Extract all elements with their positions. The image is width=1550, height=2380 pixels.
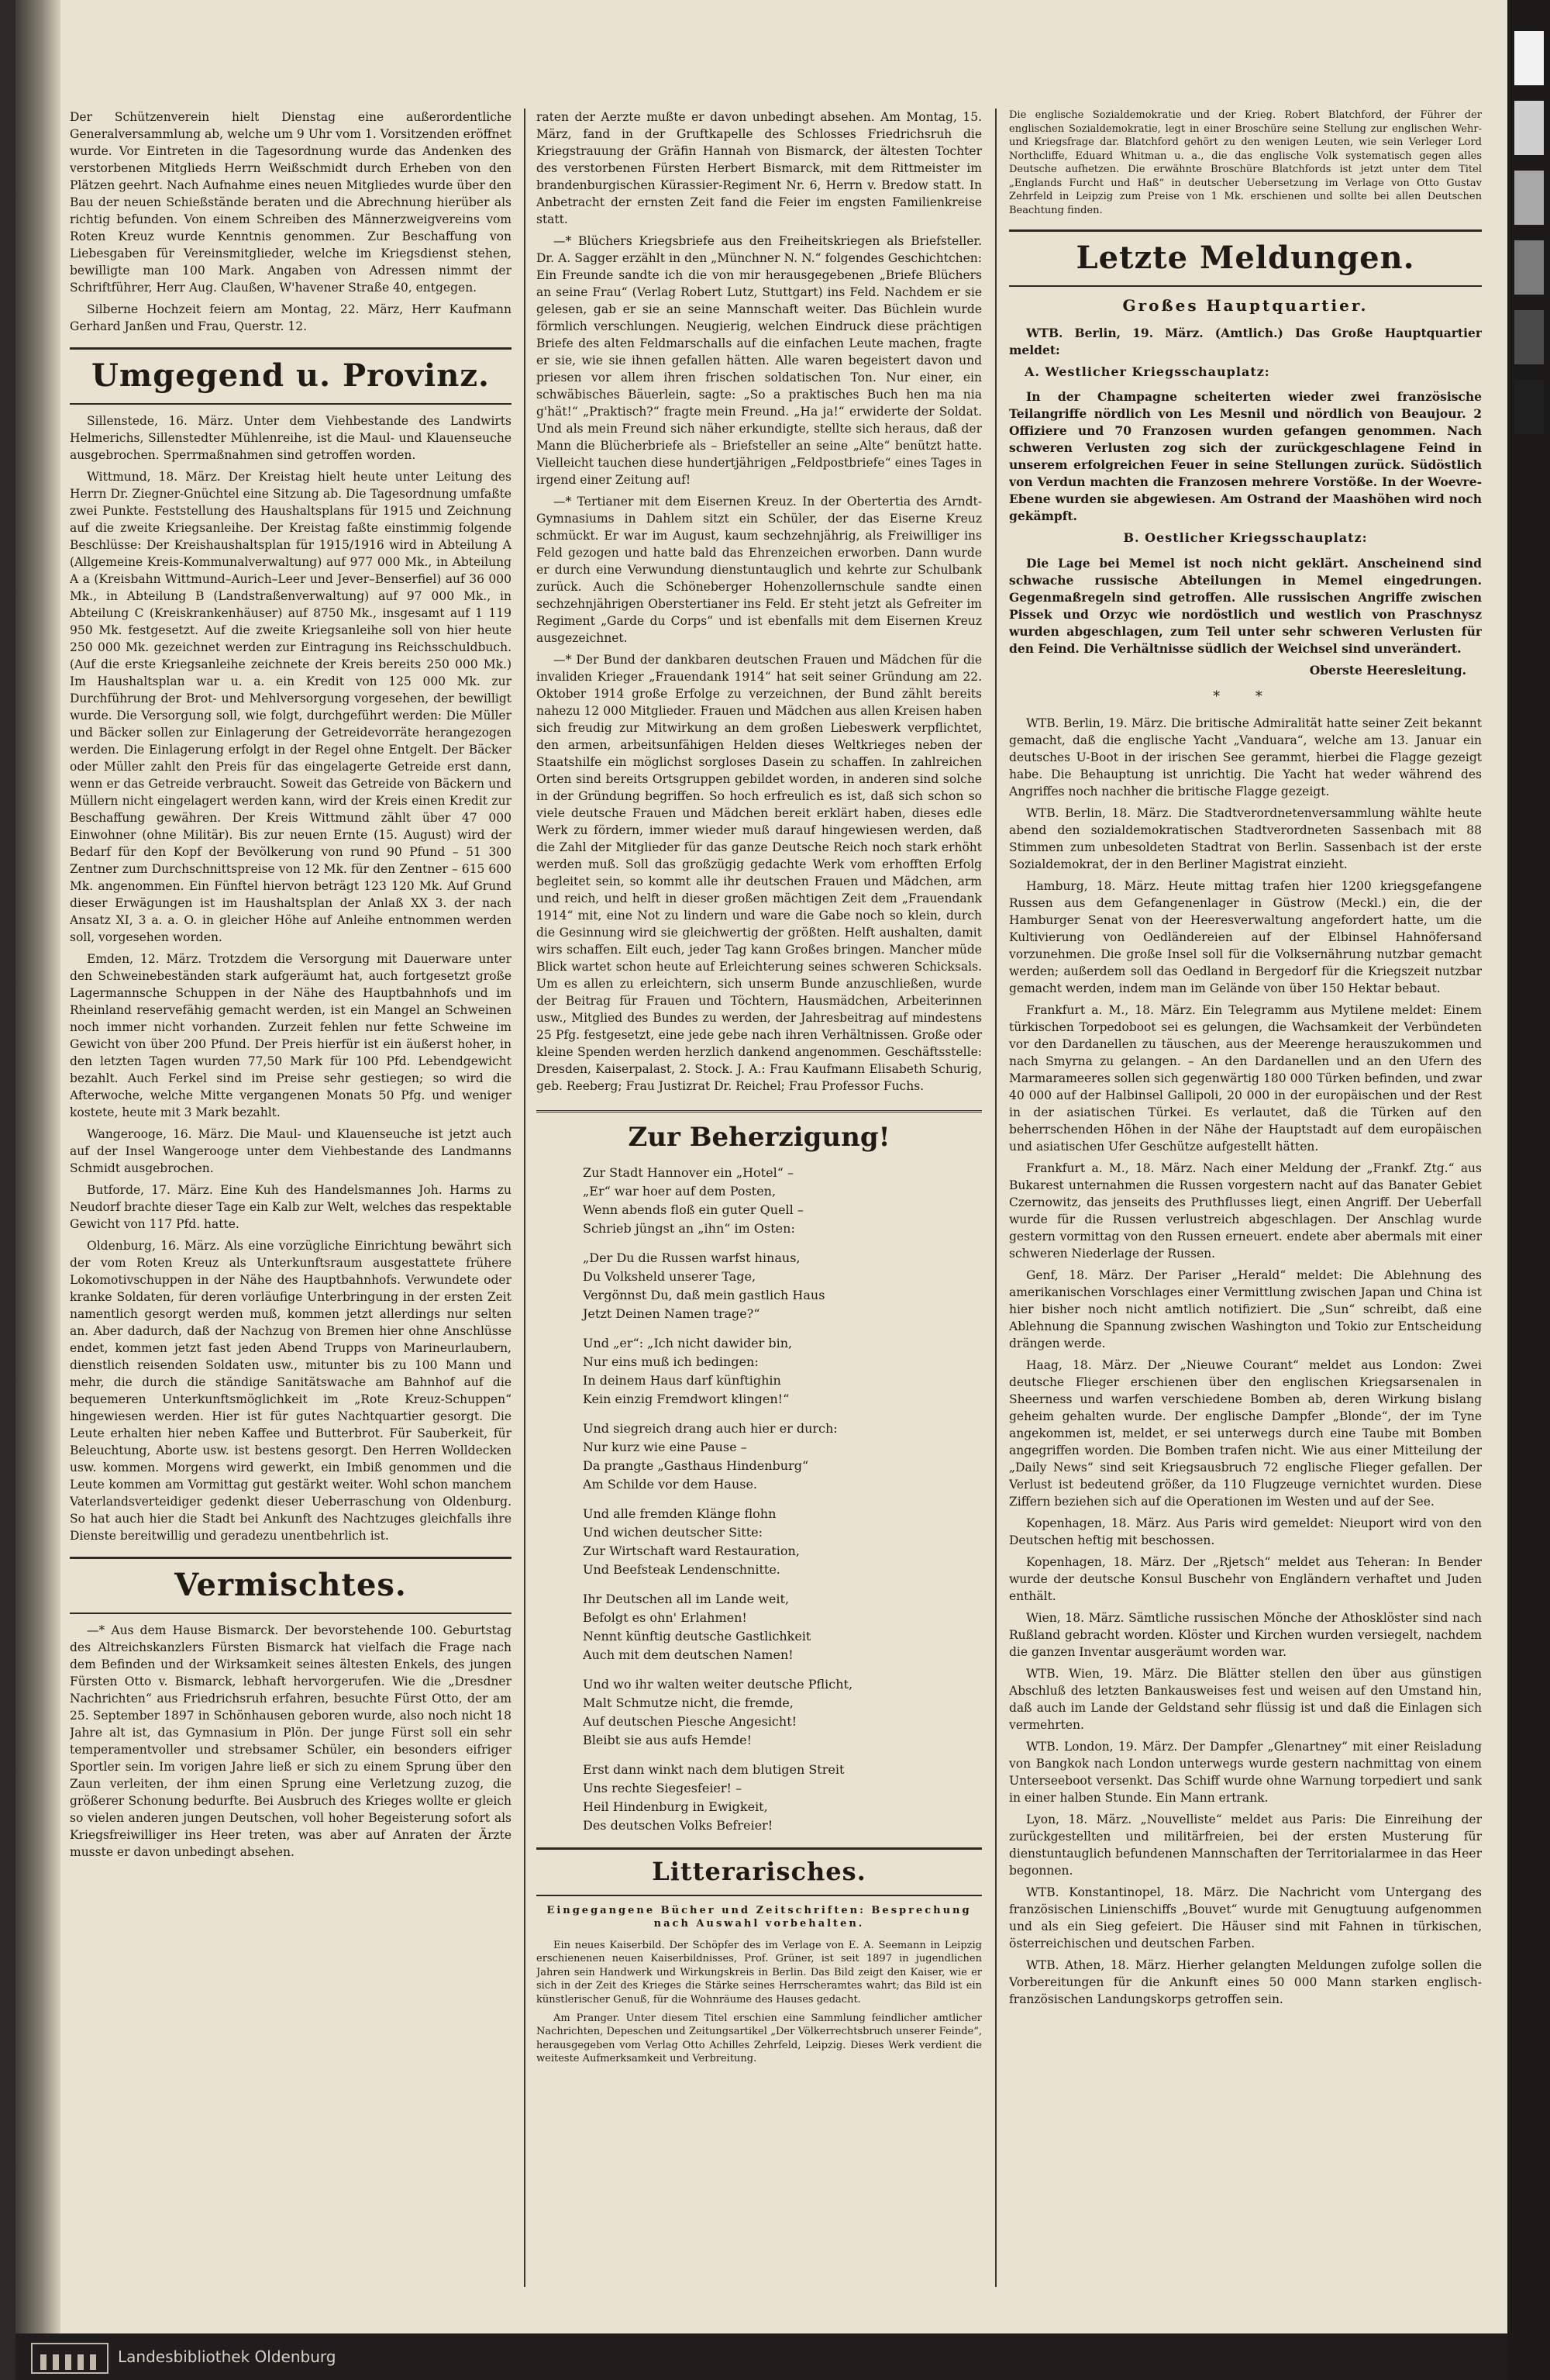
newspaper-page	[16, 0, 1523, 2380]
poem-line: „Er“ war hoer auf dem Posten,	[583, 1184, 777, 1199]
poem-line: Ihr Deutschen all im Lande weit,	[583, 1592, 790, 1607]
column-right	[1009, 109, 1482, 2302]
poem-line: Du Volksheld unserer Tage,	[583, 1269, 756, 1285]
poem-line: Heil Hindenburg in Ewigkeit,	[583, 1799, 768, 1815]
report-wien-1: Wien, 18. März. Sämtliche russischen Mönche der Athosklöster sind nach Rußland gebracht worden. Klöster und Kirchen wurden versiegelt, nachdem die ganzen Inventar ausgeräumt worden war.	[1009, 1610, 1482, 1659]
column-middle	[536, 109, 982, 2302]
article-schuetzenverein: Der Schützenverein hielt Dienstag eine außerordentliche Generalversammlung ab, welche um 9 Uhr vom 1. Vorsitzenden eröffnet wurde. Vor Eintreten in die Tagesordnung wurde das Andenken des verstorbenen Mitglieds Herrn Weißschmidt durch Erheben von den Plätzen geehrt. Nach Aufnahme eines neuen Mitgliedes wurde über den Bau der neuen Schießstände beraten und die Abrechnung hierüber als richtig befunden. Von einem Schreiben des Männerzweigvereins vom Roten Kreuz wurde Kenntnis genommen. Zur Beschaffung von Liebesgaben für Vereinsmitglieder, welche im Kriegsdienst stehen, bewilligte man 100 Mark. Angaben von Adressen nimmt der Schriftführer, Herr Aug. Claußen, W'havener Straße 40, entgegen.	[70, 110, 512, 295]
poem-line: Und wo ihr walten weiter deutsche Pflicht,	[583, 1677, 853, 1692]
library-name: Landesbibliothek Oldenburg	[118, 2347, 336, 2366]
report-berlin-stadtrat: WTB. Berlin, 18. März. Die Stadtverordnetenversammlung wählte heute abend den sozialdemokratischen Stadtverordneten Sassenbach mit 88 Stimmen zum unbesoldeten Stadtrat von Berlin. Sassenbach ist der erste Sozialdemokrat, der in den Berliner Magistrat einzieht.	[1009, 805, 1482, 871]
article-emden: Emden, 12. März. Trotzdem die Versorgung mit Dauerware unter den Schweinebeständen stark aufgeräumt hat, auch fortgesetzt große Lagermannsche Schuppen in der Nähe des Hauptbahnhofs und im Rheinland reservefähig gemacht werden, ist ein Mangel an Schweinen noch immer nicht vorhanden. Zurzeit fehlen nur fette Schweine im Gewicht von über 200 Pfund. Der Preis hierfür ist ein äußerst hoher, in den letzten Tagen wurden 77,50 Mark für 100 Pfd. Lebendgewicht bezahlt. Auch Ferkel sind im Preise sehr gestiegen; so wird die Afterwoche, welche Mitte vergangenen Monats 50 Pfg. und weniger kostete, heute mit 3 Mark bezahlt.	[70, 951, 512, 1119]
poem-line: Und Beefsteak Lendenschnitte.	[583, 1562, 780, 1578]
poem-line: Nur kurz wie eine Pause –	[583, 1440, 747, 1455]
article-kaiserbild: Ein neues Kaiserbild. Der Schöpfer des im Verlage von E. A. Seemann in Leipzig erschienenen neuen Kaiserbildnisses, Prof. Grüner, ist seit 1897 in jugendlichen Jahren sein Handwerk und Wirkungskreis in Berlin. Das Bild zeigt den Kaiser, wie er sich in der Zeit des Krieges die Stärke seines Herrscheramtes wahrt; das Bild ist ein künstlerischer Genuß, für die Wohnräume des Hauses gedacht.	[536, 1939, 982, 2006]
litterarisches-subtitle: Eingegangene Bücher und Zeitschriften: Besprechung nach Auswahl vorbehalten.	[546, 1904, 972, 1930]
article-bismarck: —* Aus dem Hause Bismarck. Der bevorstehende 100. Geburtstag des Altreichskanzlers Fürsten Bismarck hat vielfach die Frage nach dem Befinden und der Wirksamkeit seines ältesten Enkels, des jungen Fürsten Otto v. Bismarck, lebhaft hervorgerufen. Wie die „Dresdner Nachrichten“ aus Friedrichsruh erfahren, besuchte Fürst Otto, der am 25. September 1897 in Schönhausen geboren wurde, also noch nicht 18 Jahre alt ist, das Gymnasium in Plön. Der junge Fürst soll ein sehr temperamentvoller und strebsamer Schüler, ein besonders eifriger Sportler sein. Im vorigen Jahre ließ er sich zu einem Sprung über den Zaun verleiten, der ihm einen Sprung eine Verletzung zuzog, die größerer Schonung bedurfte. Bei Ausbruch des Krieges wollte er gleich so vielen anderen jungen Deutschen, voll hoher Begeisterung sofort als Kriegsfreiwilliger ins Heer treten, was aber auf Anraten der Ärzte musste er davon unbedingt absehen.	[70, 1623, 512, 1859]
report-east: Die Lage bei Memel ist noch nicht geklärt. Anscheinend sind schwache russische Abteilungen in Memel eingedrungen. Gegenmaßregeln sind getroffen. Alle russischen Angriffe zwischen Pissek und Orzyc wie nordöstlich und westlich von Praschnysz wurden abgeschlagen, zum Teil unter sehr schweren Verlusten für den Feind. Die Verhältnisse südlich der Weichsel sind unverändert.	[1009, 556, 1482, 656]
article-sillenstede: Sillenstede, 16. März. Unter dem Viehbestande des Landwirts Helmerichs, Sillenstedter Mühlenreihe, ist die Maul- und Klauenseuche ausgebrochen. Sperrmaßnahmen sind getroffen worden.	[70, 413, 512, 462]
calibration-patch	[1514, 31, 1544, 85]
poem-line: Nennt künftig deutsche Gastlichkeit	[583, 1629, 811, 1644]
report-east-title: B. Oestlicher Kriegsschauplatz:	[1123, 530, 1368, 546]
article-wittmund: Wittmund, 18. März. Der Kreistag hielt heute unter Leitung des Herrn Dr. Ziegner-Gnüchtel eine Sitzung ab. Die Tagesordnung umfaßte zwei Punkte. Feststellung des Haushaltsplans für 1915 und Zeichnung auf die zweite Kriegsanleihe. Der Kreistag faßte einstimmig folgende Beschlüsse: Der Kreishaushaltsplan für 1915/1916 wird in Abteilung A (Allgemeine Kreis-Kommunalverwaltung) auf 977 000 Mk., in Abteilung A a (Kreisbahn Wittmund–Aurich–Leer und Jever–Benserfiel) auf 36 000 Mk., in Abteilung B (Landstraßenverwaltung) auf 97 000 Mk., in Abteilung C (Kreiskrankenhäuser) auf 8750 Mk., insgesamt auf 1 119 950 Mk. festgesetzt. Auf die zweite Kriegsanleihe soll von hier heute 250 000 Mk. gezeichnet werden zur Eintragung ins Reichsschuldbuch. (Auf die erste Kriegsanleihe zeichnete der Kreis bereits 250 000 Mk.) Im Haushaltsplan war u. a. ein Kredit von 125 000 Mk. zur Durchführung der Brot- und Mehlversorgung vorgesehen, der bewilligt wurde. Die Versorgung soll, wie folgt, durchgeführt werden: Die Müller und Bäcker sollen zur Einlagerung der Getreidevorräte herangezogen werden. Die Einlagerung erfolgt in der Regel ohne Entgelt. Der Bäcker oder Müller zahlt den Preis für das eingelagerte Getreide erst dann, wenn er das Getreide verbraucht. Soweit das Getreide von Bäckern und Müllern nicht eingelagert werden kann, wird der Kreis einen Kredit zur Beschaffung gewähren. Der Kreis Wittmund zählt über 47 000 Einwohner (ohne Militär). Bis zur neuen Ernte (15. August) wird der Bedarf für den Kopf der Bevölkerung von rund 90 Pfund – 51 300 Zentner zum Durchschnittspreise von 12 Mk. für den Zentner – 615 600 Mk. angenommen. Ein Fünftel hiervon beträgt 123 120 Mk. Auf Grund dieser Erwägungen ist im Haushaltsplan der Anlaß XX 3. der nach Ansatz XI, 3 a. a. O. in gleicher Höhe auf Anleihe entnommen werden soll, vorgesehen worden.	[70, 469, 512, 944]
report-genf: Genf, 18. März. Der Pariser „Herald“ meldet: Die Ablehnung des amerikanischen Vorschlages einer Vermittlung zwischen Japan und China ist hier bisher noch nicht amtlich notifiziert. Die „Sun“ schreibt, daß eine Ablehnung die Spannung zwischen Washington und Tokio zur Entscheidung drängen werde.	[1009, 1268, 1482, 1350]
article-am-pranger: Am Pranger. Unter diesem Titel erschien eine Sammlung feindlicher amtlicher Nachrichten, Depeschen und Zeitungsartikel „Der Völkerrechtsbruch unserer Feinde“, herausgegeben vom Verlag Otto Achilles Zehrfeld, Leipzig. Dieses Werk verdient die weiteste Aufmerksamkeit und Verbreitung.	[536, 2012, 982, 2065]
report-west-title: A. Westlicher Kriegsschauplatz:	[1025, 364, 1270, 379]
report-london: WTB. London, 19. März. Der Dampfer „Glenartney“ mit einer Reisladung von Bangkok nach London unterwegs wurde gestern nachmittag von einem Unterseeboot versenkt. Das Schiff wurde ohne Warnung torpediert und sank in einer halben Stunde. Ein Mann ertrank.	[1009, 1739, 1482, 1805]
column-divider	[524, 109, 525, 2287]
article-butforde: Butforde, 17. März. Eine Kuh des Handelsmannes Joh. Harms zu Neudorf brachte dieser Tage ein Kalb zur Welt, welches das respektable Gewicht von 117 Pfd. hatte.	[70, 1182, 512, 1231]
poem-line: Und „er“: „Ich nicht dawider bin,	[583, 1336, 793, 1351]
report-athen: WTB. Athen, 18. März. Hierher gelangten Meldungen zufolge sollen die Vorbereitungen für die Ankunft eines 50 000 Mann starken englisch-französischen Landungskorps getroffen sein.	[1009, 1957, 1482, 2006]
library-logo-icon	[31, 2343, 108, 2374]
poem-line: Schrieb jüngst an „ihn“ im Osten:	[583, 1221, 795, 1237]
poem-line: Bleibt sie aus aufs Hemde!	[583, 1733, 753, 1748]
poem-line: Malt Schmutze nicht, die fremde,	[583, 1695, 794, 1711]
poem-line: Und wichen deutscher Sitte:	[583, 1525, 763, 1540]
article-frauendank: —* Der Bund der dankbaren deutschen Frauen und Mädchen für die invaliden Krieger „Frauendank 1914“ hat seit seiner Gründung am 22. Oktober 1914 große Erfolge zu verzeichnen, der Bund zählt bereits nahezu 12 000 Mitglieder. Frauen und Mädchen aus allen Kreisen haben sich freudig zur Mitwirkung an dem großen Liebeswerk verpflichtet, den armen, arbeitsunfähigen Helden dieses Weltkrieges neben der Staatshilfe ein möglichst sorgloses Dasein zu schaffen. In zahlreichen Orten sind bereits Ortsgruppen gebildet worden, in anderen sind solche in der Gründung begriffen. So hoch erfreulich es ist, daß sich schon so viele deutsche Frauen und Mädchen bereit erklärt haben, dieses edle Werk zu fördern, immer wieder muß darauf hingewiesen werden, daß die Zahl der Mitglieder für das ganze Deutsche Reich noch stark erhöht werden muß. Soll das großzügig gedachte Werk vom erhofften Erfolg begleitet sein, so kommt alle ihr deutschen Frauen und Mädchen, arm und reich, und helft in dieser großen mächtigen Zeit dem „Frauendank 1914“ mit, eine Not zu lindern und ware die Gabe noch so klein, durch die Gesinnung wird sie gleichwertig der größten. Helft aushalten, damit wirs schaffen. Eilt euch, jeder Tag kann Großes bringen. Mancher müde Blick wartet schon heute auf Erleichterung seines schweren Schicksals. Um es allen zu erleichtern, sich unserm Bunde anzuschließen, wurde der Beitrag für Frauen und Töchtern, Hausmädchen, Arbeiterinnen usw., Mitglied des Bundes zu werden, der Jahresbeitrag auf mindestens 25 Pfg. festgesetzt, eine jede gebe nach ihren Verhältnissen. Große oder kleine Spenden werden herzlich dankend angenommen. Geschäftsstelle: Dresden, Kaiserpalast, 2. Stock. J. A.: Frau Kaufmann Elisabeth Schurig, geb. Reeberg; Frau Justizrat Dr. Reichel; Frau Professor Fuchs.	[536, 653, 982, 1093]
section-heading-umgegend: Umgegend u. Provinz.	[70, 347, 512, 405]
poem-line: Uns rechte Siegesfeier! –	[583, 1781, 742, 1796]
poem-stanza	[583, 1675, 982, 1750]
poem-line: In deinem Haus darf künftighin	[583, 1373, 781, 1388]
report-berlin-admiralitaet: WTB. Berlin, 19. März. Die britische Admiralität hatte seiner Zeit bekannt gemacht, daß die englische Yacht „Vanduara“, welche am 13. Januar ein deutsches U-Boot in der irischen See gerammt, hierbei die Flagge gezeigt habe. Die Behauptung ist unrichtig. Die Yacht hat weder während des Angriffes noch nachher die britische Flagge gezeigt.	[1009, 716, 1482, 799]
poem-line: Zur Wirtschaft ward Restauration,	[583, 1544, 800, 1559]
color-calibration-strip	[1507, 0, 1550, 2380]
article-tertianer: —* Tertianer mit dem Eisernen Kreuz. In der Obertertia des Arndt-Gymnasiums in Dahlem sitzt ein Schüler, der das Eiserne Kreuz schmückt. Er war im August, kaum sechzehnjährig, als Freiwilliger ins Feld gezogen und hatte bald das Ehrenzeichen erworben. Dann wurde er durch eine Verwundung dienstuntauglich und kehrte zur Schulbank zurück. Auch die Schöneberger Hohenzollernschule sandte einen sechzehnjährigen Oberstertianer ins Feld. Er steht jetzt als Gefreiter im Regiment „Garde du Corps“ und ist ebenfalls mit dem Eisernen Kreuz ausgezeichnet.	[536, 495, 982, 645]
section-heading-vermischtes: Vermischtes.	[70, 1557, 512, 1614]
report-frankfurt-2: Frankfurt a. M., 18. März. Nach einer Meldung der „Frankf. Ztg.“ aus Bukarest unternahmen die Russen vorgestern nacht auf das Banater Gebiet Czernowitz, das jenseits des Pruthflusses liegt, einen Angriff. Der Ueberfall wurde für die Russen verlustreich abgeschlagen. Der Anschlag wurde gestern vormittag von den Russen erneuert. endete aber abermals mit einer schweren Niederlage der Russen.	[1009, 1161, 1482, 1261]
poem-line: Am Schilde vor dem Hause.	[583, 1477, 758, 1492]
article-oldenburg: Oldenburg, 16. März. Als eine vorzügliche Einrichtung bewährt sich der vom Roten Kreuz als Unterkunftsraum ausgestattete frühere Lokomotivschuppen in der Nähe des Hauptbahnhofs. Verwundete oder kranke Soldaten, für deren vorläufige Unterbringung in der ersten Zeit namentlich gesorgt werden muß, kommen jetzt allerdings nur selten an. Aber dadurch, daß der Nachzug von Bremen hier ohne Anschlüsse endet, kommen jetzt fast jeden Abend Trupps von Marineurlaubern, dienstlich reisenden Soldaten usw., mitunter bis zu 100 Mann und mehr, die durch die ständige Sanitätswache am Bahnhof auf die bequemeren Unterkunftsmöglichkeit im „Rote Kreuz-Schuppen“ hingewiesen werden. Hier ist für gutes Nachtquartier gesorgt. Die Leute erhalten hier neben Kaffee und Butterbrot. Für Sauberkeit, für Beleuchtung, Aborte usw. ist bestens gesorgt. Den Herren Wolldecken usw. kommen. Morgens wird gewerkt, ein Imbiß genommen und die Leute kommen am Vormittag gut gestärkt weiter. Wohl schon manchem Vaterlandsverteidiger gedenkt dieser Ueberraschung von Oldenburg. So hat auch hier die Stadt bei Ankunft des Nachtzuges gleichfalls ihre Dienste bereitwillig und geradezu unentbehrlich ist.	[70, 1238, 512, 1543]
poem-line: Vergönnst Du, daß mein gastlich Haus	[583, 1288, 825, 1303]
poem-line: „Der Du die Russen warfst hinaus,	[583, 1250, 801, 1266]
report-frankfurt-1: Frankfurt a. M., 18. März. Ein Telegramm aus Mytilene meldet: Einem türkischen Torpedoboot sei es gelungen, die Wachsamkeit der Verbündeten vor den Dardanellen zu täuschen, aus der Meerenge herauszukommen und nach Smyrna zu gelangen. – An den Dardanellen und an den Ufern des Marmarameeres sollen sich gegenwärtig 180 000 Türken befinden, und zwar 40 000 auf der Halbinsel Gallipoli, 20 000 in der europäischen und der Rest in der asiatischen Türkei. Es verlautet, daß die Türken auf den beherrschenden Höhen in der Nähe der Hauptstadt auf dem europäischen und asiatischen Ufer Geschütze aufgestellt hätten.	[1009, 1002, 1482, 1154]
poem-line: Befolgt es ohn' Erlahmen!	[583, 1610, 747, 1626]
report-lyon: Lyon, 18. März. „Nouvelliste“ meldet aus Paris: Die Einreihung der zurückgestellten und militärfreien, bei der ersten Musterung für dienstuntauglich befundenen Mannschaften der Territorialarmee in das Heer begonnen.	[1009, 1812, 1482, 1878]
report-hamburg: Hamburg, 18. März. Heute mittag trafen hier 1200 kriegsgefangene Russen aus dem Gefangenenlager in Güstrow (Meckl.) ein, die der Hamburger Senat von der Heeresverwaltung angefordert hatte, um die Kultivierung von Oedländereien auf der Elbinsel Hahnöfersand vorzunehmen. Die große Insel soll für die Volksernährung nutzbar gemacht werden; außerdem soll das Oedland in Bergedorf für die Kriegszeit nutzbar gemacht werden, indem man im Gelände von über 150 Hektar bebaut.	[1009, 878, 1482, 995]
poem-stanza	[583, 1590, 982, 1664]
poem-line: Nur eins muß ich bedingen:	[583, 1354, 759, 1370]
poem-stanza	[583, 1164, 982, 1238]
report-hauptquartier-intro: WTB. Berlin, 19. März. (Amtlich.) Das Große Hauptquartier meldet:	[1009, 325, 1482, 357]
poem-line: Auch mit dem deutschen Namen!	[583, 1647, 794, 1663]
report-haag: Haag, 18. März. Der „Nieuwe Courant“ meldet aus London: Zwei deutsche Flieger erschienen über den englischen Kriegsarsenalen in Sheerness und warfen verschiedene Bomben ab, deren Wirkung bislang geheim gehalten wurde. Der englische Dampfer „Blonde“, der im Tyne angekommen ist, meldet, er sei unterwegs durch eine Taube mit Bomben angegriffen worden. Die Bomben trafen nicht. Wie aus einer Mitteilung der „Daily News“ sind seit Kriegsausbruch 72 englische Flieger gefallen. Der Verlust ist bedeutend größer, da 110 Flugzeuge vernichtet wurden. Diese Ziffern beziehen sich auf die Operationen im Westen und auf der See.	[1009, 1357, 1482, 1509]
calibration-patch	[1514, 101, 1544, 155]
report-wien-2: WTB. Wien, 19. März. Die Blätter stellen den über aus günstigen Abschluß des letzten Bankausweises fest und weisen auf den Umstand hin, daß auch im Lande der Geldstand sehr flüssig ist und daß die Einlagen sich vermehrten.	[1009, 1666, 1482, 1732]
poem-stanza	[583, 1334, 982, 1409]
poem-line: Kein einzig Fremdwort klingen!“	[583, 1392, 790, 1407]
poem-line: Jetzt Deinen Namen trage?“	[583, 1306, 760, 1322]
viewer-footer	[16, 2333, 1523, 2380]
report-signature: Oberste Heeresleitung.	[1309, 663, 1466, 678]
article-silberne-hochzeit: Silberne Hochzeit feiern am Montag, 22. März, Herr Kaufmann Gerhard Janßen und Frau, Querstr. 12.	[70, 302, 512, 333]
poem-line: Da prangte „Gasthaus Hindenburg“	[583, 1458, 809, 1474]
poem-stanza	[583, 1505, 982, 1579]
column-divider	[995, 109, 997, 2287]
section-heading-letzte-meldungen: Letzte Meldungen.	[1009, 229, 1482, 287]
article-bluecher: —* Blüchers Kriegsbriefe aus den Freiheitskriegen als Briefsteller. Dr. A. Sagger erzählt in den „Münchner N. N.“ folgendes Geschichtchen: Ein Freunde sandte ich die von mir herausgegebenen „Briefe Blüchers an seine Frau“ (Verlag Robert Lutz, Stuttgart) ins Feld. Nachdem er sie gelesen, gab er sie an seine Mannschaft weiter. Das Büchlein wurde förmlich verschlungen. Neugierig, welchen Eindruck diese prächtigen Briefe des alten Feldmarschalls auf die einfachen Leute machen, fragte er sie, wie sie ihnen gefallen hätten. Alle waren begeistert davon und priesen vor allem ihren frischen soldatischen Ton. Nur einer, ein schwäbisches Bäuerlein, sagte: „So a praktisches Buch hen ma nia g'hät!“ „Praktisch?“ fragte mein Freund. „Ha ja!“ erwiderte der Soldat. Und als mein Freund sich näher erkundigte, stellte sich heraus, daß der Mann die Blücherbriefe als – Briefsteller an seine „Alte“ benützt hatte. Vielleicht tauchen diese hundertjährigen „Feldpostbriefe“ eines Tages in irgend einer Zeitung auf!	[536, 234, 982, 487]
poem-body	[536, 1164, 982, 1835]
report-kopenhagen-2: Kopenhagen, 18. März. Der „Rjetsch“ meldet aus Teheran: In Bender wurde der deutsche Konsul Buschehr von Engländern verhaftet und Juden enthält.	[1009, 1554, 1482, 1603]
calibration-patch	[1514, 171, 1544, 225]
calibration-patch	[1514, 310, 1544, 364]
report-konstantinopel: WTB. Konstantinopel, 18. März. Die Nachricht vom Untergang des französischen Linienschiffs „Bouvet“ wurde mit Genugtuung aufgenommen und als ein Sieg gefeiert. Die Häuser sind mit Fahnen in türkischen, österreichischen und deutschen Farben.	[1009, 1885, 1482, 1951]
poem-stanza	[583, 1761, 982, 1835]
poem-stanza	[583, 1249, 982, 1323]
article-bismarck-cont: raten der Aerzte mußte er davon unbedingt absehen. Am Montag, 15. März, fand in der Gruftkapelle des Schlosses Friedrichsruh die Kriegstrauung der Gräfin Hannah von Bismarck, der ältesten Tochter des verstorbenen Fürsten Herbert Bismarck, mit dem Rittmeister im brandenburgischen Kürassier-Regiment Nr. 6, Herrn v. Bredow statt. In Anbetracht der ernsten Zeit fand die Feier im engsten Familienkreise statt.	[536, 110, 982, 226]
article-sozialdemokratie: Die englische Sozialdemokratie und der Krieg. Robert Blatchford, der Führer der englischen Sozialdemokratie, legt in einer Broschüre seine Stellung zur englischen Wehr- und Kriegsfrage dar. Blatchford gehört zu den wenigen Leuten, wie sein Verleger Lord Northcliffe, Eduard Whitman u. a., die das englische Volk systematisch gegen alles Deutsche aufhetzen. Die erwähnte Broschüre Blatchfords ist jetzt unter dem Titel „Englands Furcht und Haß“ in deutscher Uebersetzung im Verlage von Otto Gustav Zehrfeld in Leipzig zum Preise von 1 Mk. erschienen und sollte bei allen Deutschen Beachtung finden.	[1009, 109, 1482, 216]
poem-line: Und alle fremden Klänge flohn	[583, 1506, 777, 1522]
report-west: In der Champagne scheiterten wieder zwei französische Teilangriffe nördlich von Les Mesnil und nördlich von Beaujour. 2 Offiziere und 70 Franzosen wurden gefangen genommen. Nach schweren Verlusten zog sich der zurückgeschlagene Feind in unserem erfolgreichen Feuer in seine Stellungen zurück. Südöstlich von Verdun machten die Franzosen mehrere Vorstöße. In der Woevre-Ebene wurden sie abgewiesen. Am Ostrand der Maashöhen wird noch gekämpft.	[1009, 389, 1482, 524]
hauptquartier-subtitle: Großes Hauptquartier.	[1122, 296, 1369, 316]
poem-stanza	[583, 1419, 982, 1494]
page-binding-shadow	[16, 0, 60, 2380]
calibration-patch	[1514, 240, 1544, 295]
poem-line: Wenn abends floß ein guter Quell –	[583, 1202, 804, 1218]
article-wangerooge: Wangerooge, 16. März. Die Maul- und Klauenseuche ist jetzt auch auf der Insel Wangerooge unter dem Viehbestande des Landmanns Schmidt ausgebrochen.	[70, 1126, 512, 1175]
poem-line: Erst dann winkt nach dem blutigen Streit	[583, 1762, 845, 1778]
calibration-patch	[1514, 380, 1544, 434]
section-heading-litterarisches: Litterarisches.	[536, 1847, 982, 1895]
poem-line: Und siegreich drang auch hier er durch:	[583, 1421, 838, 1437]
poem-line: Zur Stadt Hannover ein „Hotel“ –	[583, 1165, 794, 1181]
poem-line: Des deutschen Volks Befreier!	[583, 1818, 773, 1833]
separator-stars: * *	[1213, 688, 1278, 705]
poem-line: Auf deutschen Piesche Angesicht!	[583, 1714, 797, 1730]
column-left	[70, 109, 512, 2302]
poem-title: Zur Beherzigung!	[536, 1110, 982, 1156]
report-kopenhagen-1: Kopenhagen, 18. März. Aus Paris wird gemeldet: Nieuport wird von den Deutschen heftig mit beschossen.	[1009, 1516, 1482, 1547]
